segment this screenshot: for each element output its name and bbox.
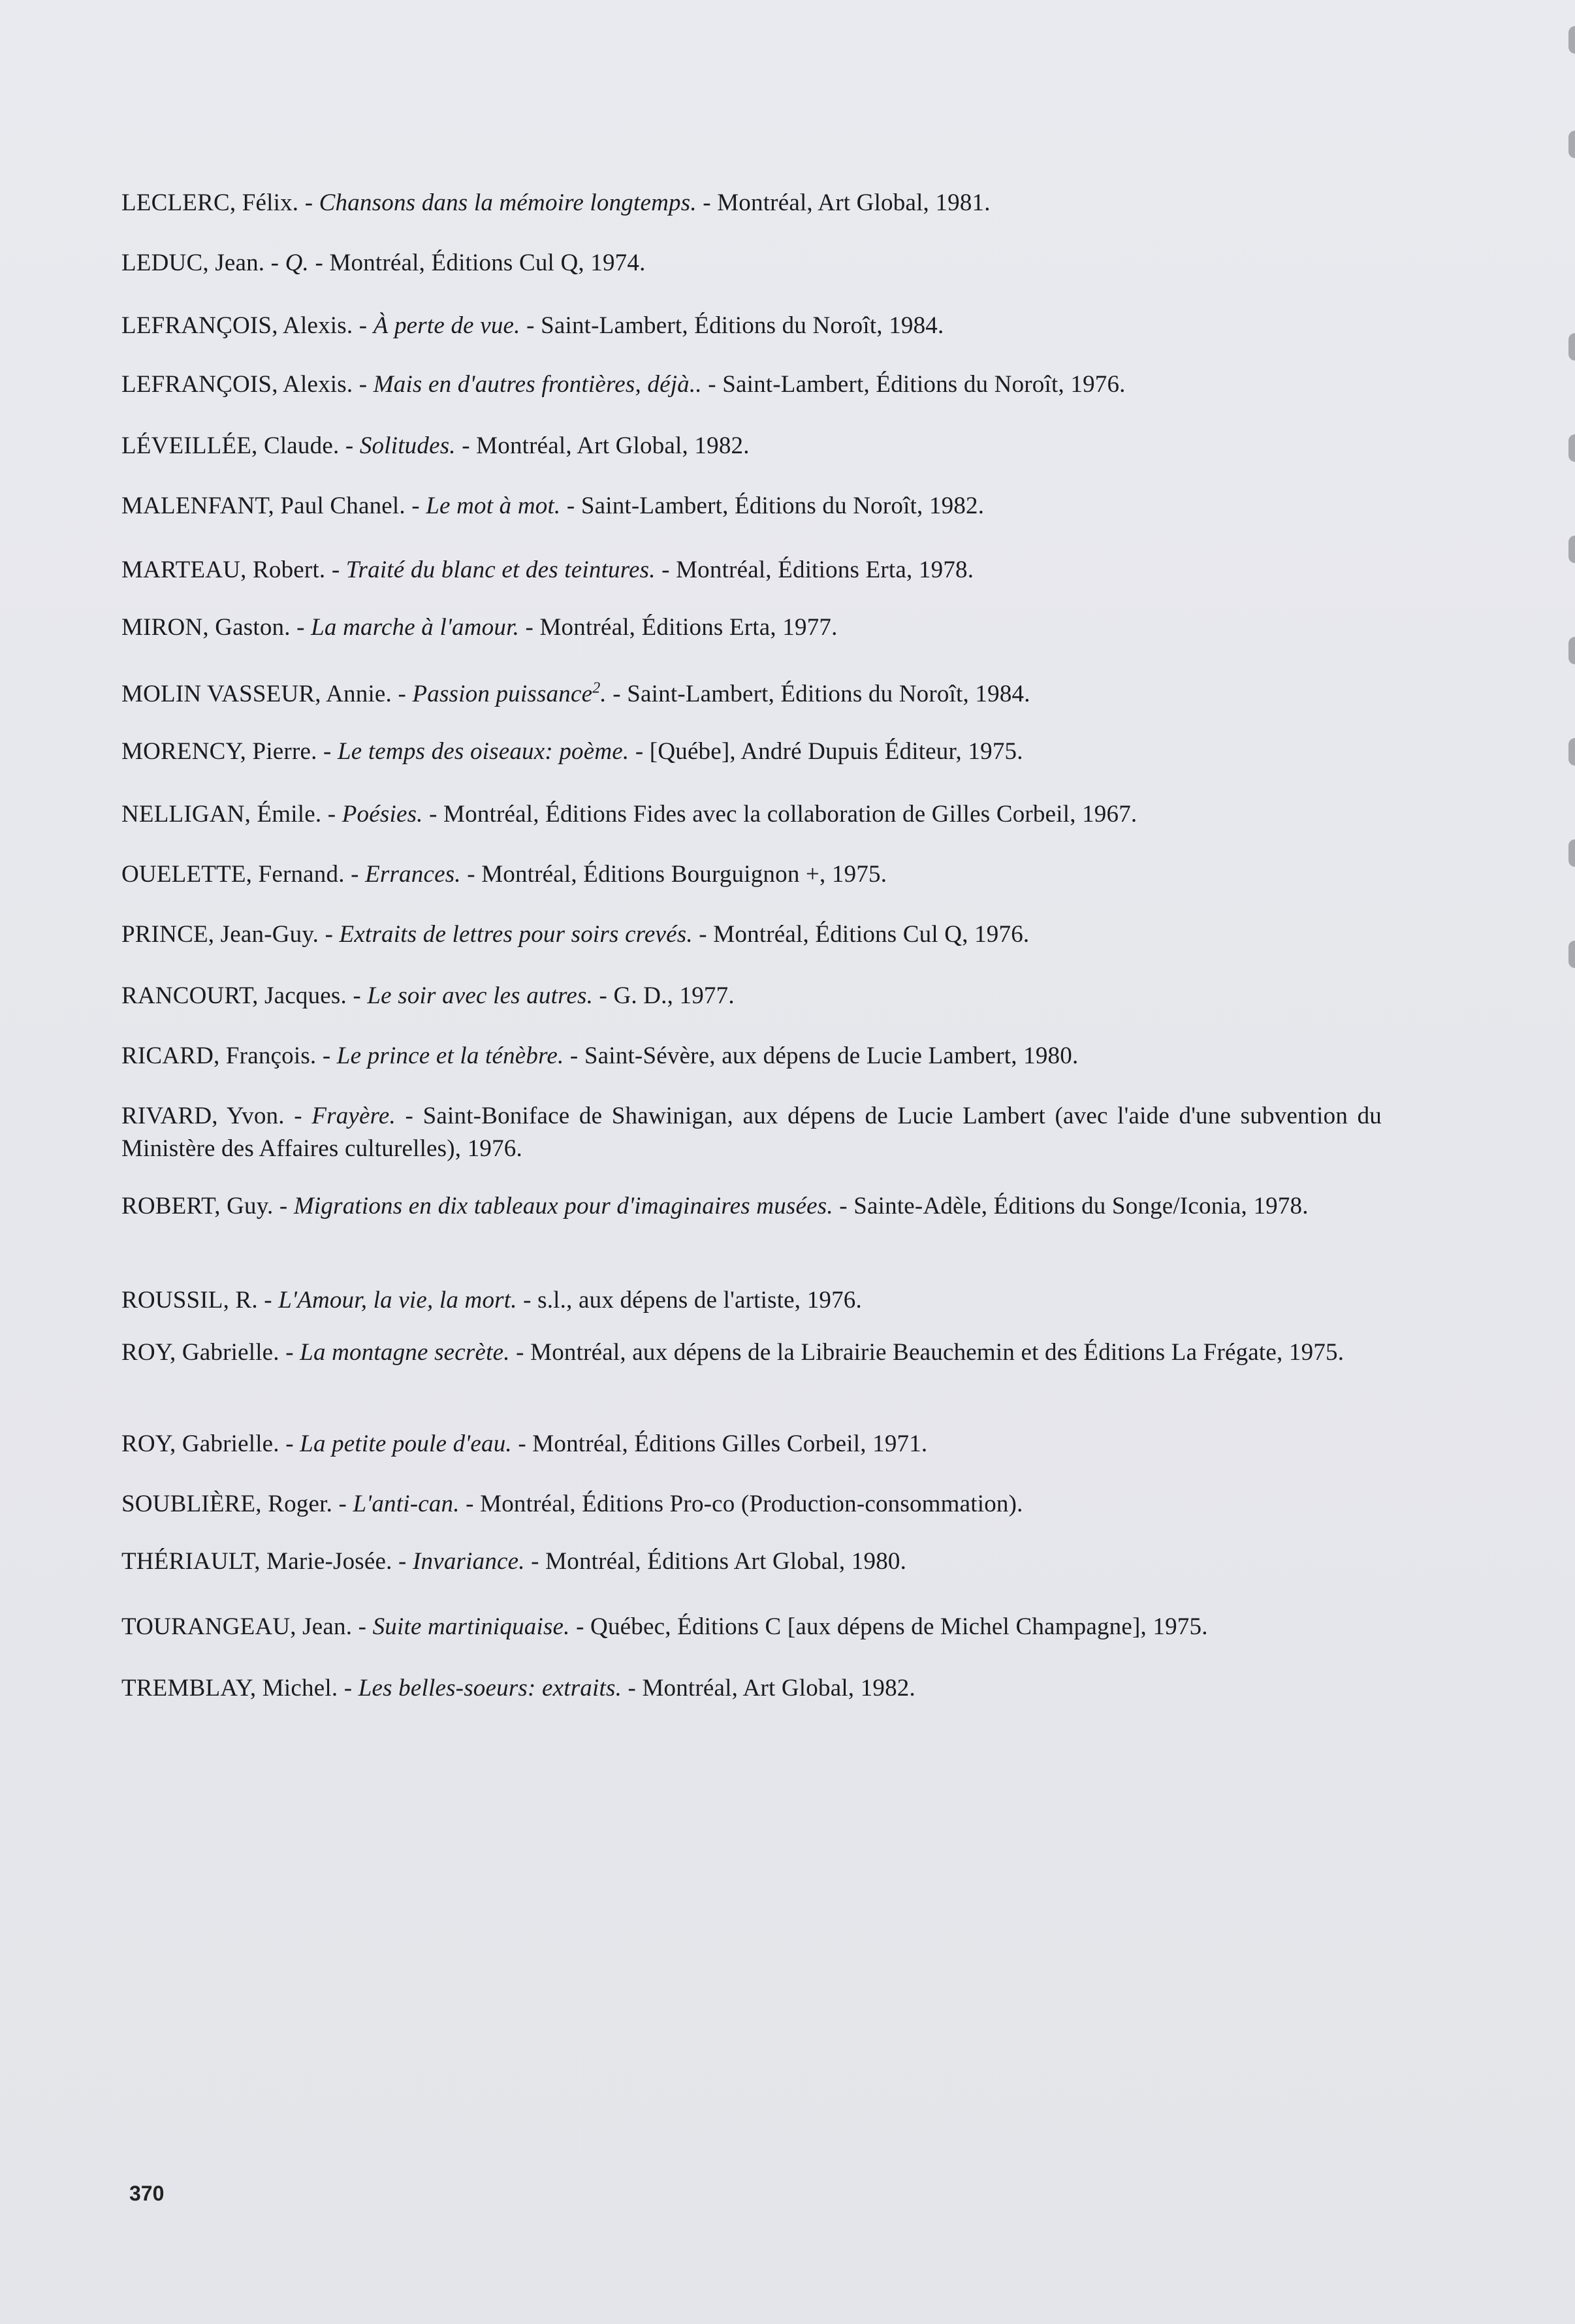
bibliography-entry: NELLIGAN, Émile. - Poésies. - Montréal, Éditions Fides avec la collaboration de Gilles Corbeil, 1967. xyxy=(121,801,1138,828)
entry-title: La montagne secrète. xyxy=(300,1339,510,1366)
entry-title: Mais en d'autres frontières, déjà.. xyxy=(373,371,702,398)
entry-author: ROUSSIL, R. xyxy=(121,1287,258,1314)
entry-author: RIVARD, Yvon. xyxy=(121,1103,285,1129)
entry-author: LEDUC, Jean. xyxy=(121,250,265,276)
entry-publication: Montréal, Éditions Erta, 1978. xyxy=(676,557,974,583)
bibliography-entry: LÉVEILLÉE, Claude. - Solitudes. - Montréal, Art Global, 1982. xyxy=(121,432,750,459)
bibliography-entry: OUELETTE, Fernand. - Errances. - Montréal, Éditions Bourguignon +, 1975. xyxy=(121,861,887,888)
entry-author: RANCOURT, Jacques. xyxy=(121,982,347,1009)
entry-author: MOLIN VASSEUR, Annie. xyxy=(121,681,392,707)
page-number: 370 xyxy=(129,2182,165,2205)
entry-title: Migrations en dix tableaux pour d'imaginaires musées. xyxy=(293,1193,833,1219)
bibliography-entry: ROBERT, Guy. - Migrations en dix tableaux pour d'imaginaires musées. - Sainte-Adèle, Éditions du Songe/Iconia, 1978. xyxy=(121,1193,1309,1219)
binding-holes xyxy=(1562,0,1575,980)
binding-hole xyxy=(1568,434,1575,462)
bibliography-entry: TOURANGEAU, Jean. - Suite martiniquaise. - Québec, Éditions C [aux dépens de Michel Champagne], 1975. xyxy=(121,1613,1208,1640)
bibliography-entry: LEFRANÇOIS, Alexis. - Mais en d'autres frontières, déjà.. - Saint-Lambert, Éditions du Noroît, 1976. xyxy=(121,371,1126,398)
entry-author: TOURANGEAU, Jean. xyxy=(121,1613,353,1640)
entry-author: LEFRANÇOIS, Alexis. xyxy=(121,312,353,339)
bibliography-entry: LECLERC, Félix. - Chansons dans la mémoire longtemps. - Montréal, Art Global, 1981. xyxy=(121,189,991,216)
entry-publication: Montréal, Art Global, 1982. xyxy=(476,432,750,459)
entry-title-text: Passion puissance xyxy=(412,681,593,707)
entry-publication: Saint-Lambert, Éditions du Noroît, 1976. xyxy=(722,371,1126,398)
entry-publication: Montréal, Éditions Bourguignon +, 1975. xyxy=(481,861,887,888)
entry-publication: Saint-Sévère, aux dépens de Lucie Lambert, 1980. xyxy=(584,1042,1079,1069)
entry-publication: Saint-Lambert, Éditions du Noroît, 1984. xyxy=(541,312,944,339)
entry-publication: s.l., aux dépens de l'artiste, 1976. xyxy=(537,1287,862,1314)
bibliography-entry: SOUBLIÈRE, Roger. - L'anti-can. - Montréal, Éditions Pro-co (Production-consommation). xyxy=(121,1491,1023,1517)
binding-hole xyxy=(1568,637,1575,664)
entry-title xyxy=(412,681,606,707)
binding-hole xyxy=(1568,941,1575,968)
bibliography-entry: MORENCY, Pierre. - Le temps des oiseaux: poème. - [Québe], André Dupuis Éditeur, 1975. xyxy=(121,738,1023,765)
entry-publication: Québec, Éditions C [aux dépens de Michel Champagne], 1975. xyxy=(590,1613,1208,1640)
entry-title-superscript: 2 xyxy=(592,679,601,697)
entry-author: LÉVEILLÉE, Claude. xyxy=(121,432,340,459)
entry-publication: Montréal, Éditions Fides avec la collaboration de Gilles Corbeil, 1967. xyxy=(443,801,1138,828)
entry-author: ROY, Gabrielle. xyxy=(121,1430,279,1457)
entry-publication: G. D., 1977. xyxy=(613,982,735,1009)
entry-title: Le mot à mot. xyxy=(426,492,561,519)
entry-author: RICARD, François. xyxy=(121,1042,317,1069)
bibliography-entry: PRINCE, Jean-Guy. - Extraits de lettres pour soirs crevés. - Montréal, Éditions Cul Q, 1976. xyxy=(121,921,1030,948)
entry-publication: Montréal, Éditions Art Global, 1980. xyxy=(545,1548,907,1575)
entry-publication: Montréal, Éditions Erta, 1977. xyxy=(539,614,838,641)
entry-title: La marche à l'amour. xyxy=(311,614,520,641)
binding-hole xyxy=(1568,536,1575,563)
entry-author: MALENFANT, Paul Chanel. xyxy=(121,492,406,519)
entry-title: Le soir avec les autres. xyxy=(367,982,594,1009)
entry-title: À perte de vue. xyxy=(373,312,520,339)
entry-title: Le prince et la ténèbre. xyxy=(336,1042,564,1069)
entry-author: ROBERT, Guy. xyxy=(121,1193,274,1219)
entry-author: LECLERC, Félix. xyxy=(121,189,299,216)
bibliography-entry: LEFRANÇOIS, Alexis. - À perte de vue. - Saint-Lambert, Éditions du Noroît, 1984. xyxy=(121,312,944,339)
entry-author: LEFRANÇOIS, Alexis. xyxy=(121,371,353,398)
entry-author: MIRON, Gaston. xyxy=(121,614,291,641)
entry-author: NELLIGAN, Émile. xyxy=(121,801,322,828)
bibliography-entry: MARTEAU, Robert. - Traité du blanc et des teintures. - Montréal, Éditions Erta, 1978. xyxy=(121,557,974,583)
entry-publication: Montréal, Art Global, 1982. xyxy=(642,1675,915,1702)
entry-author: THÉRIAULT, Marie-Josée. xyxy=(121,1548,392,1575)
binding-hole xyxy=(1568,333,1575,361)
entry-publication: Saint-Lambert, Éditions du Noroît, 1982. xyxy=(581,492,985,519)
binding-hole xyxy=(1568,839,1575,867)
entry-publication: Saint-Lambert, Éditions du Noroît, 1984. xyxy=(627,681,1030,707)
bibliography-entry: RICARD, François. - Le prince et la ténèbre. - Saint-Sévère, aux dépens de Lucie Lambert, 1980. xyxy=(121,1042,1079,1069)
entry-author: OUELETTE, Fernand. xyxy=(121,861,345,888)
bibliography-entry: TREMBLAY, Michel. - Les belles-soeurs: extraits. - Montréal, Art Global, 1982. xyxy=(121,1675,915,1702)
entry-title: Extraits de lettres pour soirs crevés. xyxy=(339,921,693,948)
entry-author: PRINCE, Jean-Guy. xyxy=(121,921,319,948)
entry-title: Errances. xyxy=(365,861,461,888)
entry-author: MORENCY, Pierre. xyxy=(121,738,317,765)
entry-title: Frayère. xyxy=(311,1103,396,1129)
entry-title: Solitudes. xyxy=(359,432,456,459)
bibliography-entry: ROY, Gabrielle. - La petite poule d'eau. - Montréal, Éditions Gilles Corbeil, 1971. xyxy=(121,1430,928,1457)
entry-publication: Montréal, Éditions Cul Q, 1974. xyxy=(329,250,646,276)
entry-publication: Sainte-Adèle, Éditions du Songe/Iconia, 1978. xyxy=(853,1193,1309,1219)
bibliography-entry: LEDUC, Jean. - Q. - Montréal, Éditions Cul Q, 1974. xyxy=(121,250,646,276)
bibliography-entry: MIRON, Gaston. - La marche à l'amour. - Montréal, Éditions Erta, 1977. xyxy=(121,614,838,641)
entry-title: Le temps des oiseaux: poème. xyxy=(337,738,629,765)
binding-hole xyxy=(1568,131,1575,158)
binding-hole xyxy=(1568,738,1575,766)
entry-author: MARTEAU, Robert. xyxy=(121,557,326,583)
bibliography-entry: ROY, Gabrielle. - La montagne secrète. - Montréal, aux dépens de la Librairie Beauchemin et des Éditions La Frégate, 1975. xyxy=(121,1339,1344,1366)
entry-title: Invariance. xyxy=(413,1548,525,1575)
entry-title-end: . xyxy=(600,681,607,707)
entry-title: La petite poule d'eau. xyxy=(300,1430,512,1457)
entry-publication: Montréal, Éditions Gilles Corbeil, 1971. xyxy=(532,1430,928,1457)
bibliography-entry: RIVARD, Yvon. - Frayère. - Saint-Boniface de Shawinigan, aux dépens de Lucie Lambert (avec l'aide d'une subvention du Ministère des Affaires culturelles), 1976. xyxy=(121,1103,1382,1162)
entry-title: Poésies. xyxy=(342,801,423,828)
bibliography-entry: MOLIN VASSEUR, Annie. - Passion puissance$^2$. - Saint-Lambert, Éditions du Noroît, 1984. xyxy=(121,679,1030,707)
entry-author: TREMBLAY, Michel. xyxy=(121,1675,338,1702)
bibliography-entry: RANCOURT, Jacques. - Le soir avec les autres. - G. D., 1977. xyxy=(121,982,735,1009)
entry-title: Chansons dans la mémoire longtemps. xyxy=(319,189,697,216)
entry-title: Les belles-soeurs: extraits. xyxy=(358,1675,622,1702)
bibliography-entry: THÉRIAULT, Marie-Josée. - Invariance. - Montréal, Éditions Art Global, 1980. xyxy=(121,1548,907,1575)
entry-author: SOUBLIÈRE, Roger. xyxy=(121,1491,333,1517)
entry-title: Q. xyxy=(285,250,310,276)
entry-publication: Saint-Boniface de Shawinigan, aux dépens de Lucie Lambert (avec l'aide d'une subvention du Ministère des Affaires culturelles), 1976. xyxy=(121,1103,1382,1162)
entry-title: L'anti-can. xyxy=(353,1491,460,1517)
bibliography-entry: ROUSSIL, R. - L'Amour, la vie, la mort. - s.l., aux dépens de l'artiste, 1976. xyxy=(121,1287,862,1314)
entry-title: L'Amour, la vie, la mort. xyxy=(278,1287,517,1314)
entry-title: Suite martiniquaise. xyxy=(372,1613,570,1640)
entry-publication: Montréal, Art Global, 1981. xyxy=(717,189,991,216)
entry-publication: Montréal, Éditions Pro-co (Production-consommation). xyxy=(480,1491,1023,1517)
bibliography-entry: MALENFANT, Paul Chanel. - Le mot à mot. - Saint-Lambert, Éditions du Noroît, 1982. xyxy=(121,492,985,519)
entry-publication: Montréal, Éditions Cul Q, 1976. xyxy=(713,921,1030,948)
entry-author: ROY, Gabrielle. xyxy=(121,1339,279,1366)
entry-publication: Montréal, aux dépens de la Librairie Beauchemin et des Éditions La Frégate, 1975. xyxy=(530,1339,1344,1366)
binding-hole xyxy=(1568,26,1575,54)
entry-title: Traité du blanc et des teintures. xyxy=(345,557,656,583)
entry-publication: [Québe], André Dupuis Éditeur, 1975. xyxy=(649,738,1023,765)
